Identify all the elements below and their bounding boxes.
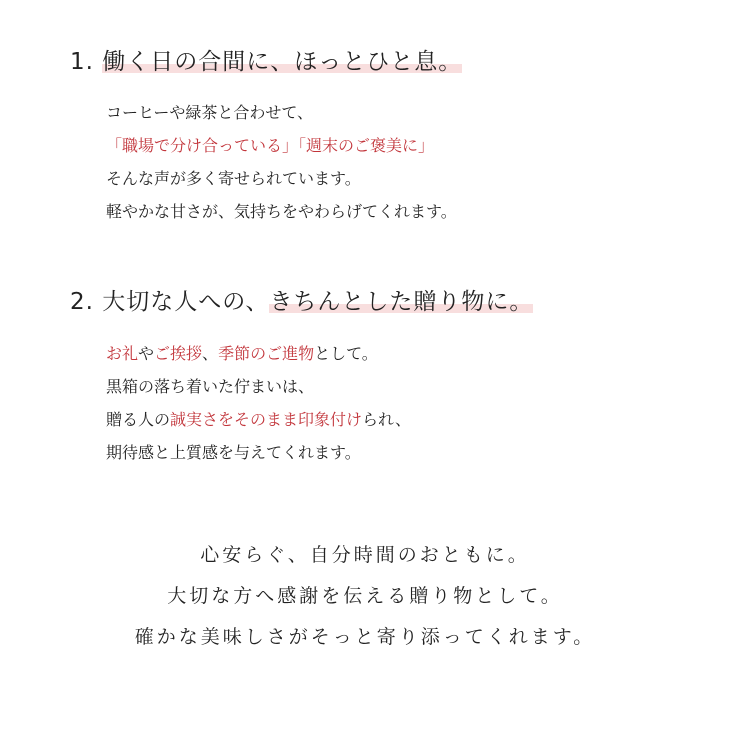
emphasis-text: お礼: [106, 344, 139, 363]
section-2-body: [106, 337, 411, 469]
emphasis-text: 「職場で分け合っている」「週末のご褒美に」: [106, 136, 435, 155]
body-text: そんな声が多く寄せられています。: [106, 169, 361, 188]
section2-body-line: [106, 370, 411, 403]
section2-body-line: [106, 337, 411, 370]
body-text: として。: [314, 344, 378, 363]
emphasis-text: ご挨拶: [154, 344, 203, 363]
section2-body-line: [106, 403, 411, 436]
body-text: 期待感と上質感を与えてくれます。: [106, 443, 361, 462]
section-1-number: 1.: [70, 49, 94, 75]
closing-line: 心安らぐ、自分時間のおともに。: [200, 544, 530, 566]
section-2-heading: [70, 286, 533, 318]
section1-body-line: [106, 195, 457, 228]
closing-line: 大切な方へ感謝を伝える贈り物として。: [167, 585, 563, 607]
section-2-title-highlight: きちんとした贈り物に。: [269, 289, 534, 315]
section-2-title-plain: 大切な人への、: [102, 289, 270, 315]
body-text: 贈る人の: [106, 410, 171, 429]
body-text: 、: [202, 344, 219, 363]
emphasis-text: 季節のご進物: [218, 344, 315, 363]
body-text: られ、: [362, 410, 411, 429]
section1-body-line: [106, 162, 457, 195]
body-text: コーヒーや緑茶と合わせて、: [106, 103, 314, 122]
emphasis-text: 誠実さをそのまま印象付け: [170, 410, 363, 429]
body-text: 軽やかな甘さが、気持ちをやわらげてくれます。: [106, 202, 457, 221]
body-text: や: [138, 344, 155, 363]
section-1-title: 働く日の合間に、ほっとひと息。: [102, 49, 463, 75]
section1-body-line: [106, 96, 457, 129]
section-1-heading: [70, 46, 462, 78]
closing-message: [0, 535, 730, 658]
section-2-number: 2.: [70, 289, 94, 315]
closing-line: 確かな美味しさがそっと寄り添ってくれます。: [134, 626, 596, 648]
section1-body-line: [106, 129, 457, 162]
body-text: 黒箱の落ち着いた佇まいは、: [106, 377, 315, 396]
section-1-body: [106, 96, 457, 228]
section2-body-line: [106, 436, 411, 469]
